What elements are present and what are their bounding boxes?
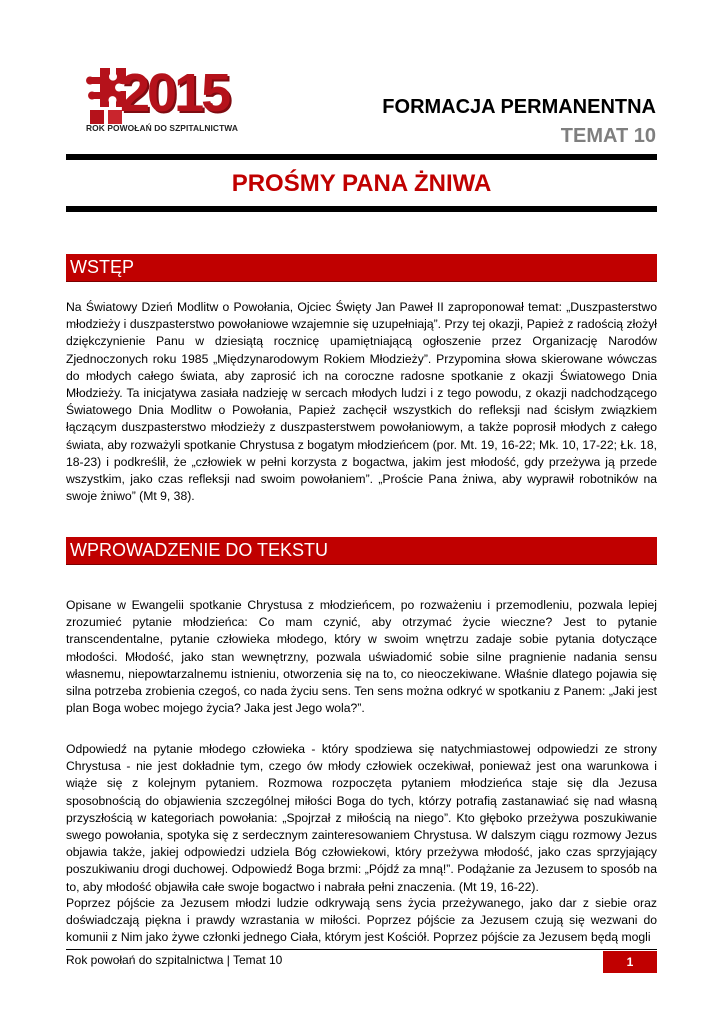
section-heading: WPROWADZENIE DO TEKSTU bbox=[70, 540, 329, 560]
paragraph: Na Światowy Dzień Modlitw o Powołania, Ojciec Święty Jan Paweł II zaproponował temat: „Duszpasterstwo młodzieży i duszpasterstwo powołaniowe wzajemnie się uzupełniają”. Przy tej okazji, Papież z radością złożył dziękczynienie Panu w dziesiątą rocznicę upamiętniającą ogłoszenie przez Organizację Narodów Zjednoczonych roku 1985 „Międzynarodowym Rokiem Młodzieży”. Przypomina słowa skierowane wówczas do młodych całego świata, aby zaprosić ich na coroczne radosne spotkanie z okazji Światowego Dnia Młodzieży. Ta inicjatywa zasiała nadzieję w sercach młodych ludzi i z tego powodu, z okazji nadchodzącego Światowego Dnia Modlitw o Powołania, Papież zachęcił wszystkich do refleksji nad ścisłym związkiem łączącym duszpasterstwo młodzieży z duszpasterstwem powołaniowym, a także poprosił młodych z całego świata, aby rozważyli spotkanie Chrystusa z bogatym młodzieńcem (por. Mt. 19, 16-22; Mk. 10, 17-22; Łk. 18, 18-23) i podkreślił, że „człowiek w pełni korzysta z bogactwa, jakim jest młodość, gdy przeżywa ją przede wszystkim, jako czas refleksji nad swoim powołaniem”. „Proście Pana żniwa, aby wyprawił robotników na swoje żniwo” (Mt 9, 38). bbox=[66, 300, 657, 504]
logo-year: 2015 bbox=[120, 63, 229, 123]
section-heading: WSTĘP bbox=[70, 257, 135, 277]
section-heading-bar bbox=[66, 254, 657, 282]
paragraph: Poprzez pójście za Jezusem młodzi ludzie odkrywają sens życia przeżywanego, jako dar z siebie oraz doświadczają piękna i prawdy wzrastania w miłości. Poprzez pójście za Jezusem czują się wezwani do komunii z Nim jako żywe członki jednego Ciała, którym jest Kościół. Poprzez pójście za Jezusem będą mogli bbox=[66, 896, 657, 945]
page-title: PROŚMY PANA ŻNIWA bbox=[231, 170, 492, 197]
header-divider-top bbox=[66, 154, 657, 160]
footer-text: Rok powołań do szpitalnictwa | Temat 10 bbox=[66, 953, 283, 967]
section-heading-bar bbox=[66, 537, 657, 565]
topic-number: TEMAT 10 bbox=[560, 125, 656, 147]
footer-divider bbox=[66, 949, 657, 950]
logo bbox=[84, 62, 254, 140]
logo-subtitle: ROK POWOŁAŃ DO SZPITALNICTWA bbox=[86, 123, 238, 133]
series-title: FORMACJA PERMANENTNA bbox=[382, 96, 656, 118]
paragraph: Opisane w Ewangelii spotkanie Chrystusa z młodzieńcem, po rozważeniu i przemodleniu, pozwala lepiej zrozumieć pytanie młodzieńca: Co mam czynić, aby otrzymać życie wieczne? Jest to pytanie transcendentalne, pytanie człowieka młodego, który w swoim wnętrzu zadaje sobie pytania dotyczące młodości. Młodość, jako stan wewnętrzny, pozwala uświadomić sobie silne pragnienie nadania sensu własnemu, niepowtarzalnemu istnieniu, otworzenia się na to, co nieoczekiwane. Właśnie dlatego pojawia się silna potrzeba zrobienia czegoś, co nada życiu sens. Ten sens można odkryć w spotkaniu z Panem: „Jaki jest plan Boga wobec mojego życia? Jaka jest Jego wola?”. bbox=[66, 598, 657, 716]
page-number: 1 bbox=[603, 951, 657, 973]
header-divider-bottom bbox=[66, 206, 657, 212]
paragraph: Odpowiedź na pytanie młodego człowieka - który spodziewa się natychmiastowej odpowiedzi ze strony Chrystusa - nie jest dokładnie tym, czego ów młody człowiek oczekiwał, ponieważ jest ona warunkowa i wiąże się z kolejnym pytaniem. Rozmowa rozpoczęta pytaniem młodzieńca staje się dla Jezusa sposobnością do objawienia szczególnej miłości Boga do tych, którzy potrafią zastanawiać się nad własną przyszłością w kategoriach powołania: „Spojrzał z miłością na niego”. Kto głęboko przeżywa poszukiwanie swego powołania, spotyka się z serdecznym zainteresowaniem Chrystusa. W dalszym ciągu rozmowy Jezus objawia także, jakiej odpowiedzi udziela Bóg człowiekowi, który przeżywa młodość, jako czas sprzyjający poszukiwaniu drogi duchowej. Odpowiedź Boga brzmi: „Pójdź za mną!”. Podążanie za Jezusem to sposób na to, aby młodość objawiła całe swoje bogactwo i nabrała pełni znaczenia. (Mt 19, 16-22). bbox=[66, 742, 657, 894]
